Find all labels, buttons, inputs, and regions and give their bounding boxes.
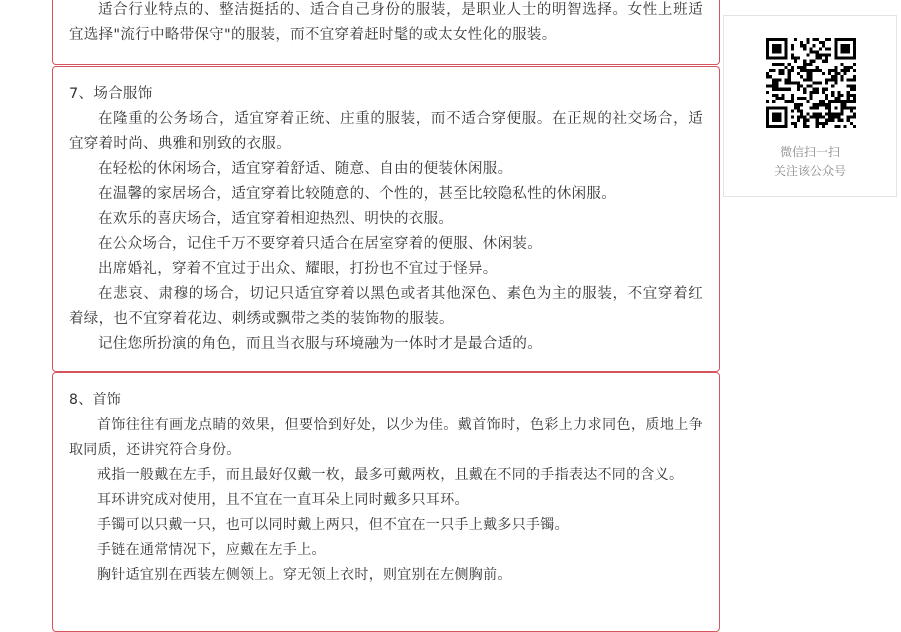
wechat-qr-panel xyxy=(723,15,897,197)
section-paragraph: 出席婚礼，穿着不宜过于出众、耀眼，打扮也不宜过于怪异。 xyxy=(98,261,498,277)
section-paragraph: 戒指一般戴在左手，而且最好仅戴一枚，最多可戴两枚，且戴在不同的手指表达不同的含义。 xyxy=(97,467,684,483)
article-section-jewelry xyxy=(52,372,720,632)
section-paragraph: 在悲哀、肃穆的场合，切记只适宜穿着以黑色或者其他深色、素色为主的服装，不宜穿着红着绿，也不宜穿着花边、刺绣或飘带之类的装饰物的服装。 xyxy=(69,286,703,327)
section-paragraph: 手链在通常情况下，应戴在左手上。 xyxy=(97,542,326,558)
article-section-occasion-clothing xyxy=(52,66,720,372)
section-paragraph: 记住您所扮演的角色，而且当衣服与环境融为一体时才是最合适的。 xyxy=(98,336,542,352)
section-paragraph: 在温馨的家居场合，适宜穿着比较随意的、个性的，甚至比较隐私性的休闲服。 xyxy=(98,186,616,202)
section-paragraph: 在公众场合，记住千万不要穿着只适合在居室穿着的便服、休闲装。 xyxy=(98,236,542,252)
section-top-paragraph: 适合行业特点的、整洁挺括的、适合自己身份的服装，是职业人士的明智选择。女性上班适宜选择"流行中略带保守"的服装，而不宜穿着赶时髦的或太女性化的服装。 xyxy=(69,2,703,43)
section-title: 7、场合服饰 xyxy=(69,86,153,102)
section-paragraph: 在隆重的公务场合，适宜穿着正统、庄重的服装，而不适合穿便服。在正规的社交场合，适宜穿着时尚、典雅和别致的衣服。 xyxy=(69,111,703,152)
section-paragraph: 首饰往往有画龙点睛的效果，但要恰到好处，以少为佳。戴首饰时，色彩上力求同色，质地上争取同质，还讲究符合身份。 xyxy=(69,417,703,458)
section-paragraph: 在轻松的休闲场合，适宜穿着舒适、随意、自由的便装休闲服。 xyxy=(98,161,513,177)
section-paragraph: 耳环讲究成对使用，且不宜在一直耳朵上同时戴多只耳环。 xyxy=(97,492,469,508)
section-paragraph: 在欢乐的喜庆场合，适宜穿着相迎热烈、明快的衣服。 xyxy=(98,211,454,227)
qr-caption-follow: 关注该公众号 xyxy=(773,164,846,178)
section-paragraph: 手镯可以只戴一只，也可以同时戴上两只，但不宜在一只手上戴多只手镯。 xyxy=(97,517,569,533)
section-title: 8、首饰 xyxy=(69,392,122,408)
qr-code-icon[interactable] xyxy=(766,38,856,128)
article-section-top xyxy=(52,0,720,65)
section-paragraph: 胸针适宜别在西装左侧领上。穿无领上衣时，则宜别在左侧胸前。 xyxy=(97,567,512,583)
qr-caption-scan: 微信扫一扫 xyxy=(779,145,840,159)
